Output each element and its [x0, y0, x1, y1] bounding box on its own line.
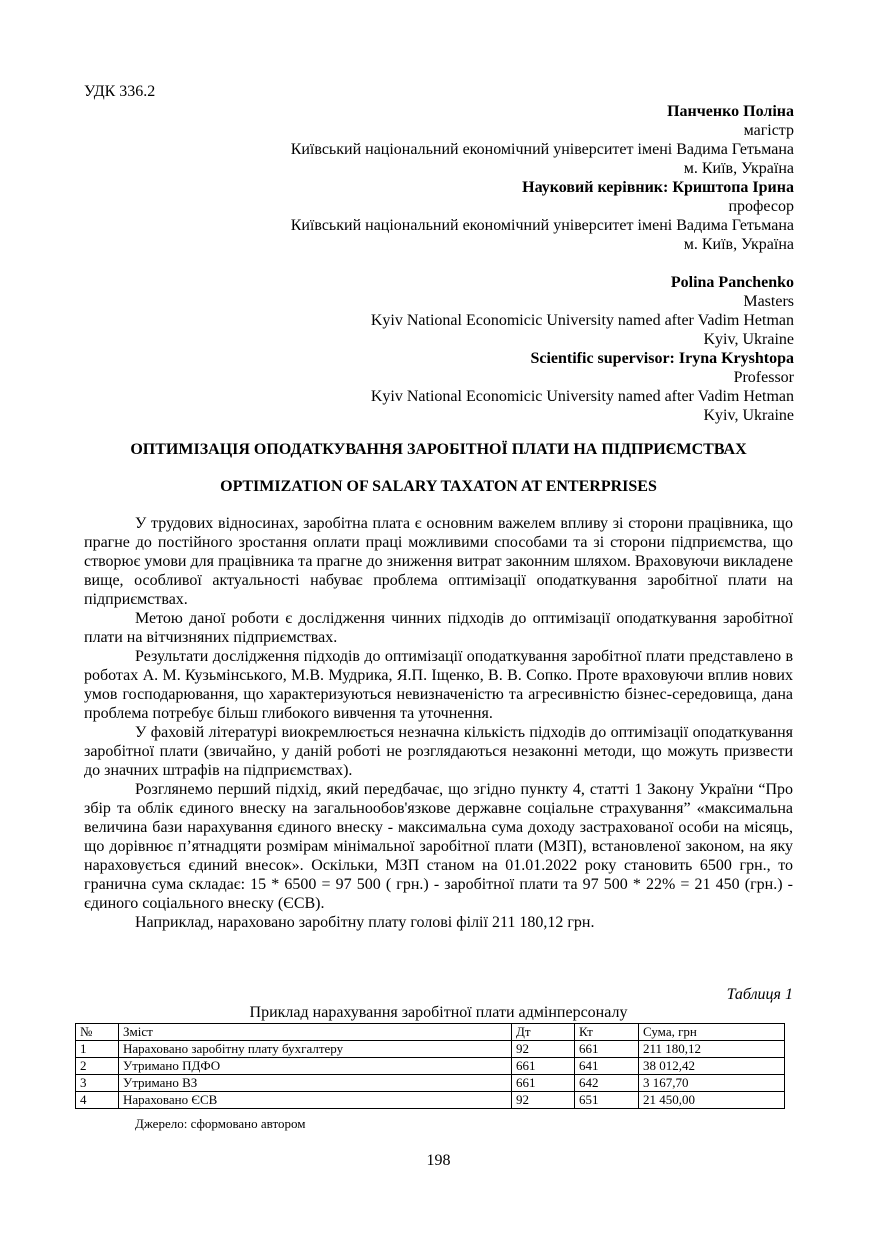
supervisor-ua: Науковий керівник: Криштопа Ірина: [522, 179, 794, 196]
table-header-cell: №: [76, 1024, 119, 1041]
paragraph: Розглянемо перший підхід, який передбачає, що згідно пункту 4, статті 1 Закону України “Про збір та облік єдиного внеску на загальнообов'язкове державне соціальне страхування” «максимальна величина бази нарахування єдиного внеску - максимальна сума доходу застрахованої особи на місяць, що дорівнює п’ятнадцяти розмірам мінімальної заробітної плати (МЗП), встановленої законом, на яку нараховується єдиний внесок». Оскільки, МЗП станом на 01.01.2022 року становить 6500 грн., то гранична сума складає: 15 * 6500 = 97 500 ( грн.) - заробітної плати та 97 500 * 22% = 21 450 (грн.) - єдиного соціального внеску (ЄСВ).: [84, 781, 793, 912]
supervisor-title-en: Professor: [733, 369, 794, 386]
supervisor-university-en: Kyiv National Economicic University named after Vadim Hetman: [370, 388, 794, 405]
supervisor-en: Scientific supervisor: Iryna Kryshtopa: [530, 350, 794, 367]
author-degree-en: Masters: [743, 293, 794, 310]
table-cell: 3: [76, 1075, 119, 1092]
table-header-cell: Кт: [575, 1024, 639, 1041]
page-number: 198: [426, 1152, 451, 1169]
table-cell: 2: [76, 1058, 119, 1075]
table-cell: Нараховано заробітну плату бухгалтеру: [119, 1041, 512, 1058]
author-city-en: Kyiv, Ukraine: [703, 331, 794, 348]
article-title-en: OPTIMIZATION OF SALARY TAXATON AT ENTERPRISES: [220, 478, 657, 495]
table-cell: 4: [76, 1092, 119, 1109]
table-header-cell: Дт: [512, 1024, 575, 1041]
table-cell: 661: [512, 1075, 575, 1092]
author-city-ua: м. Київ, Україна: [683, 160, 794, 177]
paragraph: Наприклад, нараховано заробітну плату голові філії 211 180,12 грн.: [135, 914, 595, 931]
table-cell: Утримано ПДФО: [119, 1058, 512, 1075]
article-title-ua: ОПТИМІЗАЦІЯ ОПОДАТКУВАННЯ ЗАРОБІТНОЇ ПЛАТИ НА ПІДПРИЄМСТВАХ: [130, 441, 747, 458]
table-row: [76, 1058, 785, 1075]
table-cell: 641: [575, 1058, 639, 1075]
table-header-cell: Зміст: [119, 1024, 512, 1041]
table-cell: 92: [512, 1041, 575, 1058]
paragraph: Результати дослідження підходів до оптимізації оподаткування заробітної плати представлено в роботах А. М. Кузьмінського, М.В. Мудрика, Я.П. Іщенко, В. В. Сопко. Проте враховуючи вплив нових умов господарювання, що характеризуються невизначеністю та агресивністю бізнес-середовища, дана проблема потребує більш глибокого вивчення та уточнення.: [84, 648, 793, 722]
author-university-en: Kyiv National Economicic University named after Vadim Hetman: [370, 312, 794, 329]
table-caption: Таблиця 1: [726, 986, 793, 1003]
table-cell: 3 167,70: [639, 1075, 785, 1092]
table-row: [76, 1041, 785, 1058]
table-cell: Утримано ВЗ: [119, 1075, 512, 1092]
table-cell: 38 012,42: [639, 1058, 785, 1075]
supervisor-city-ua: м. Київ, Україна: [683, 236, 794, 253]
table-title: Приклад нарахування заробітної плати адмінперсоналу: [249, 1004, 628, 1021]
table-cell: 211 180,12: [639, 1041, 785, 1058]
author-block: [291, 102, 794, 425]
table-row: [76, 1092, 785, 1109]
table-header-row: [76, 1024, 785, 1041]
table-cell: 21 450,00: [639, 1092, 785, 1109]
supervisor-title-ua: професор: [728, 198, 794, 215]
table-cell: 642: [575, 1075, 639, 1092]
author-university-ua: Київський національний економічний університет імені Вадима Гетьмана: [290, 141, 794, 158]
supervisor-city-en: Kyiv, Ukraine: [703, 407, 794, 424]
supervisor-university-ua: Київський національний економічний університет імені Вадима Гетьмана: [290, 217, 794, 234]
article-body: [84, 514, 793, 932]
table-header-cell: Сума, грн: [639, 1024, 785, 1041]
table-row: [76, 1075, 785, 1092]
paragraph: У фаховій літературі виокремлюється незначна кількість підходів до оптимізації оподаткування заробітної плати (звичайно, у даній роботі не розглядаються незаконні методи, що можуть призвести до значних штрафів на підприємствах).: [84, 724, 793, 779]
udk-code: УДК 336.2: [84, 83, 156, 100]
table-source: Джерело: сформовано автором: [135, 1116, 306, 1131]
table-cell: 651: [575, 1092, 639, 1109]
table-cell: 92: [512, 1092, 575, 1109]
paragraph: У трудових відносинах, заробітна плата є основним важелем впливу зі сторони працівника, що прагне до постійного зростання оплати праці можливими способами та зі сторони підприємства, що створює умови для працівника та прагне до зниження витрат законним шляхом. Враховуючи викладене вище, особливої актуальності набуває проблема оптимізації оподаткування заробітної плати на підприємствах.: [84, 515, 793, 608]
author-name-en: Polina Panchenko: [670, 274, 794, 291]
author-name-ua: Панченко Поліна: [667, 103, 794, 120]
paragraph: Метою даної роботи є дослідження чинних підходів до оптимізації оподаткування заробітної плати на вітчизняних підприємствах.: [84, 610, 793, 646]
table-cell: Нараховано ЄСВ: [119, 1092, 512, 1109]
author-degree-ua: магістр: [743, 122, 794, 139]
table-cell: 1: [76, 1041, 119, 1058]
table-cell: 661: [512, 1058, 575, 1075]
salary-table: [75, 1023, 785, 1109]
table-cell: 661: [575, 1041, 639, 1058]
